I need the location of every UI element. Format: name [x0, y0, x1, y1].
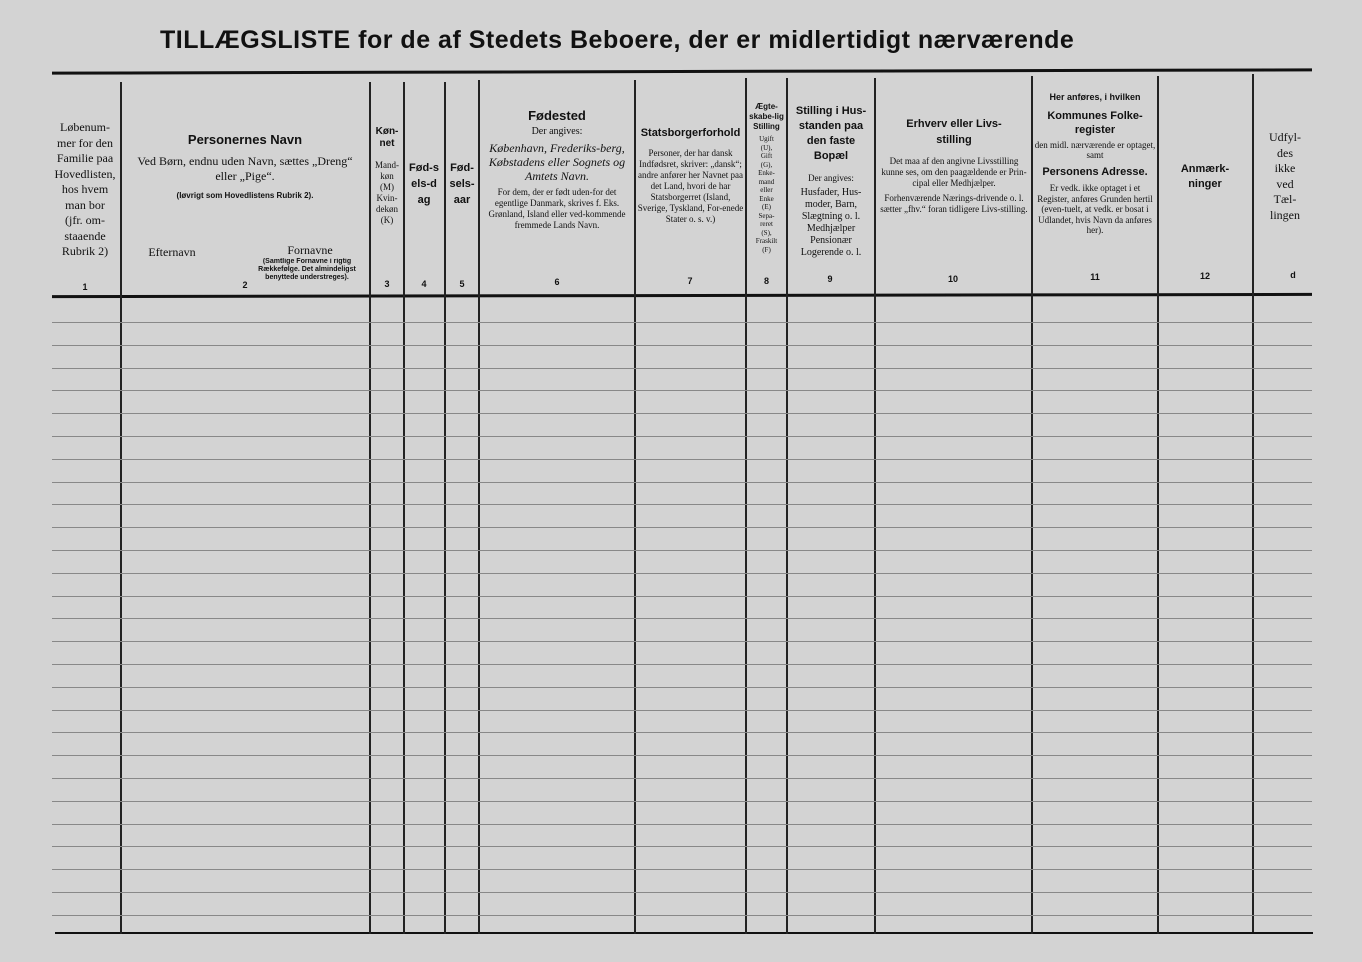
ruled-row-line — [52, 618, 1312, 619]
ruled-row-line — [52, 527, 1312, 528]
col-number: 2 — [242, 280, 248, 290]
col-number: d — [1290, 270, 1296, 280]
col2-firstnames-note: (Samtlige Fornavne i rigtig Rækkefølge. Det almindeligst benyttede understreges). — [258, 258, 356, 281]
ruled-row-line — [52, 641, 1312, 642]
col11-header: Her anføres, i hvilken Kommunes Folke-register den midl. nærværende er optaget, samt Personens Adresse. Er vedk. ikke optaget i et Register, anføres Grunden hertil (even-tuelt, at vedk. er bosat i Udlandet, hvis Navn da anføres her). — [1034, 92, 1156, 235]
col-divider — [1252, 74, 1254, 932]
ruled-row-line — [52, 596, 1312, 597]
col-divider — [874, 78, 876, 934]
col6-header: Fødested Der angives: København, Frederiks-berg, Købstadens eller Sognets og Amtets Navn. For dem, der er født uden-for det egentlige Danmark, skrives f. Eks. Grønland, Island eller ved-kommende fremmede Lands Navn. — [488, 108, 626, 230]
ruled-row-line — [52, 459, 1312, 460]
col-divider — [120, 82, 122, 934]
ruled-row-line — [52, 915, 1312, 916]
ruled-row-line — [52, 869, 1312, 870]
top-rule — [52, 68, 1312, 74]
ruled-row-line — [52, 824, 1312, 825]
col2-header: Personernes Navn Ved Børn, endnu uden Navn, sættes „Dreng“ eller „Pige“. (Iøvrigt som Hovedlistens Rubrik 2). — [137, 132, 353, 200]
ruled-row-line — [52, 732, 1312, 733]
col-number: 6 — [554, 277, 560, 287]
col-number: 12 — [1199, 271, 1210, 281]
col-number: 4 — [421, 279, 427, 289]
col-number: 5 — [459, 279, 465, 289]
col-number: 3 — [384, 279, 390, 289]
ruled-row-line — [52, 413, 1312, 414]
col12-header: Anmærk-ninger — [1180, 163, 1230, 190]
col-divider — [444, 82, 446, 934]
col10-header: Erhverv eller Livs-stilling Det maa af den angivne Livsstilling kunne ses, om den paagældende er Prin-cipal eller Medhjælper. Forhenværende Nærings-drivende o. l. sætter „fhv.“ foran tidligere Livs-stilling. — [880, 118, 1028, 214]
ruled-row-line — [52, 778, 1312, 779]
col-divider — [786, 78, 788, 934]
form-title: TILLÆGSLISTE for de af Stedets Beboere, der er midlertidigt nærværende — [160, 26, 1075, 54]
ruled-row-line — [52, 664, 1312, 665]
col8-header: Ægte-skabe-lig Stilling Ugift (U), Gift (G), Enke- mand eller Enke (E) Sepa- reret (S), Fraskilt (F) — [749, 102, 784, 254]
ruled-row-line — [52, 550, 1312, 551]
bottom-rule — [55, 932, 1313, 934]
col7-header: Statsborgerforhold Personer, der har dansk Indfødsret, skriver: „dansk“; andre anfører her Navnet paa det Land, hvori de har Statsborgerret (Island, Sverige, Tyskland, For-enede Stater o. s. v.) — [637, 127, 744, 224]
ruled-row-line — [52, 436, 1312, 437]
ruled-row-line — [52, 322, 1312, 323]
col1-header: Løbenum- mer for den Familie paa Hovedlisten, hos hvem man bor (jfr. om- staaende Rubrik 2) — [54, 120, 116, 258]
col-divider — [1031, 76, 1033, 934]
col4-header: Fød-sels-dag — [409, 162, 439, 206]
ruled-row-line — [52, 368, 1312, 369]
col-divider — [745, 78, 747, 934]
col-d-header: Udfyl- des ikke ved Tæl- lingen — [1269, 130, 1301, 222]
col-number: 7 — [687, 276, 693, 286]
col3-header: Køn-net Mand- køn (M) Kvin- dekøn (K) — [375, 126, 399, 225]
col2-firstnames-label: Fornavne — [287, 244, 333, 256]
col-divider — [478, 80, 480, 934]
col-number: 1 — [82, 282, 88, 292]
col-divider — [634, 80, 636, 934]
ruled-row-line — [52, 892, 1312, 893]
ruled-row-line — [52, 710, 1312, 711]
col-divider — [403, 82, 405, 934]
col9-header: Stilling i Hus-standen paa den faste Bopæl Der angives: Husfader, Hus-moder, Barn, Slægtning o. l. Medhjælper Pensionær Logerende o. l. — [795, 105, 867, 258]
ruled-row-line — [52, 755, 1312, 756]
ruled-row-line — [52, 504, 1312, 505]
ruled-row-line — [52, 801, 1312, 802]
col-number: 8 — [763, 276, 769, 286]
col-number: 9 — [827, 274, 833, 284]
col5-header: Fød-sels-aar — [449, 162, 475, 206]
col-number: 11 — [1090, 272, 1100, 282]
col2-surname-label: Efternavn — [148, 246, 196, 258]
col-number: 10 — [947, 274, 958, 284]
ruled-row-line — [52, 390, 1312, 391]
ruled-row-line — [52, 482, 1312, 483]
ruled-row-line — [52, 846, 1312, 847]
header-bottom-rule — [52, 293, 1312, 298]
ruled-row-line — [52, 345, 1312, 346]
ruled-row-line — [52, 573, 1312, 574]
col-divider — [1157, 76, 1159, 934]
ruled-row-line — [52, 687, 1312, 688]
